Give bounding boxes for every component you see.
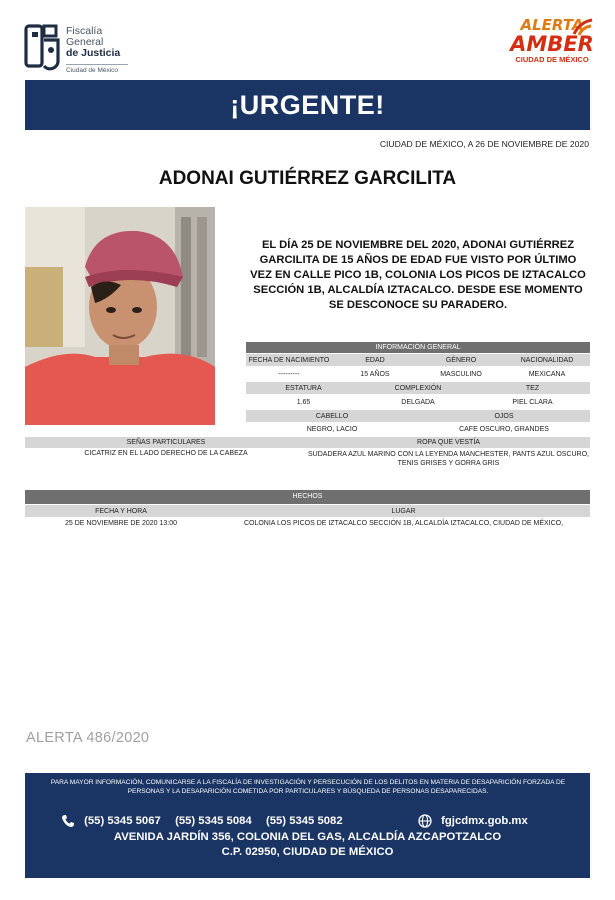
clothing-line-1: SUDADERA AZUL MARINO CON LA LEYENDA MANCHESTER, PANTS AZUL OSCURO,: [308, 451, 589, 458]
address-line-2: C.P. 02950, CIUDAD DE MÉXICO: [221, 846, 394, 858]
globe-icon: [418, 814, 432, 828]
header-height: ESTATURA: [246, 382, 361, 394]
header-distinguishing-marks: SEÑAS PARTICULARES: [25, 437, 307, 448]
header-age: EDAD: [332, 354, 418, 366]
dateline: CIUDAD DE MÉXICO, A 26 DE NOVIEMBRE DE 2020: [379, 139, 589, 149]
phone-numbers: [61, 814, 343, 828]
amber-line-1: ALERTA: [520, 16, 584, 34]
signal-waves-icon: [571, 18, 595, 36]
value-age: 15 AÑOS: [360, 370, 390, 378]
org-line-2: General: [66, 36, 104, 48]
header-place: LUGAR: [217, 505, 590, 517]
header-clothing: ROPA QUE VESTÍA: [307, 437, 590, 448]
phone-icon: [61, 814, 75, 828]
header-build: COMPLEXIÓN: [361, 382, 475, 394]
alerta-amber-logo: [507, 18, 597, 78]
urgent-banner: ¡URGENTE!: [25, 80, 590, 130]
hechos-headers: [25, 505, 590, 517]
header-complexion: TEZ: [475, 382, 590, 394]
alert-label: ALERTA: [26, 730, 83, 746]
address-line-1: AVENIDA JARDÍN 356, COLONIA DEL GAS, ALCALDÍA AZCAPOTZALCO: [113, 831, 502, 843]
phone-1[interactable]: (55) 5345 5067: [84, 814, 161, 827]
value-distinguishing-marks: CICATRIZ EN EL LADO DERECHO DE LA CABEZA: [84, 450, 248, 457]
website: [418, 814, 528, 828]
value-height: 1.65: [296, 398, 311, 406]
info-row2-headers: [246, 382, 590, 394]
person-photo: [25, 207, 215, 425]
info-general-title: INFORMACIÓN GENERAL: [246, 342, 590, 353]
contact-footer: [25, 773, 590, 878]
clothing-line-2: TENIS GRISES Y GORRA GRIS: [397, 460, 500, 467]
header-hair: CABELLO: [246, 410, 418, 422]
org-line-1: Fiscalía: [66, 25, 103, 37]
disappearance-story: EL DÍA 25 DE NOVIEMBRE DEL 2020, ADONAI GUTIÉRREZ GARCILITA DE 15 AÑOS DE EDAD FUE VISTO POR ÚLTIMO VEZ EN CALLE PICO 1B, COLONIA LOS PICOS DE IZTACALCO SECCIÓN 1B, ALCALDÍA IZTACALCO. DESDE ESE MOMENTO SE DESCONOCE SU PARADERO.: [250, 239, 586, 311]
info-row3-headers: [246, 410, 590, 422]
amber-line-3: CIUDAD DE MÉXICO: [515, 55, 589, 64]
header-birthdate: FECHA DE NACIMIENTO: [246, 354, 332, 366]
senas-headers: [25, 437, 590, 448]
info-row3-values: [246, 423, 590, 436]
info-row1-values: [246, 367, 590, 381]
value-build: DELGADA: [401, 398, 435, 406]
website-link[interactable]: fgjcdmx.gob.mx: [441, 814, 528, 827]
org-name: [66, 26, 120, 59]
value-date-time: 25 DE NOVIEMBRE DE 2020 13:00: [64, 519, 178, 527]
value-birthdate: ---------: [278, 370, 300, 378]
info-row2-values: [246, 395, 590, 409]
org-line-3: de Justicia: [66, 47, 121, 59]
value-complexion: PIEL CLARA: [512, 398, 553, 406]
alert-number-value: 486/2020: [86, 730, 150, 746]
value-clothing: [307, 450, 590, 468]
org-subtitle: Ciudad de México: [66, 64, 128, 74]
header-date-time: FECHA Y HORA: [25, 505, 217, 517]
phone-2[interactable]: (55) 5345 5084: [175, 814, 252, 827]
fgj-emblem-icon: [24, 22, 62, 72]
header-eyes: OJOS: [418, 410, 590, 422]
amber-line-2: AMBER: [510, 32, 594, 56]
portrait-illustration: [25, 207, 215, 425]
alert-number: [26, 730, 149, 746]
hechos-title: HECHOS: [25, 490, 590, 504]
person-name: ADONAI GUTIÉRREZ GARCILITA: [158, 168, 457, 189]
value-eyes: CAFE OSCURO, GRANDES: [459, 426, 549, 433]
info-row1-headers: [246, 354, 590, 366]
value-place: COLONIA LOS PICOS DE IZTACALCO SECCIÓN 1B, ALCALDÍA IZTACALCO, CIUDAD DE MÉXICO,: [243, 519, 564, 527]
value-hair: NEGRO, LACIO: [306, 426, 358, 433]
footer-info: PARA MAYOR INFORMACIÓN, COMUNICARSE A LA FISCALÍA DE INVESTIGACIÓN Y PERSECUCIÓN DE LOS DELITOS EN MATERIA DE DESAPARICIÓN FORZADA DE PERSONAS Y LA DESAPARICIÓN COMETIDA POR PARTICULARES Y BÚSQUEDA DE PERSONAS DESAPARECIDAS.: [50, 779, 566, 795]
header-gender: GÉNERO: [418, 354, 504, 366]
value-gender: MASCULINO: [440, 370, 482, 378]
phone-3[interactable]: (55) 5345 5082: [265, 814, 343, 827]
fgj-logo: [24, 22, 134, 76]
value-nationality: MEXICANA: [528, 370, 566, 378]
hechos-values: [25, 517, 590, 529]
header-nationality: NACIONALIDAD: [504, 354, 590, 366]
